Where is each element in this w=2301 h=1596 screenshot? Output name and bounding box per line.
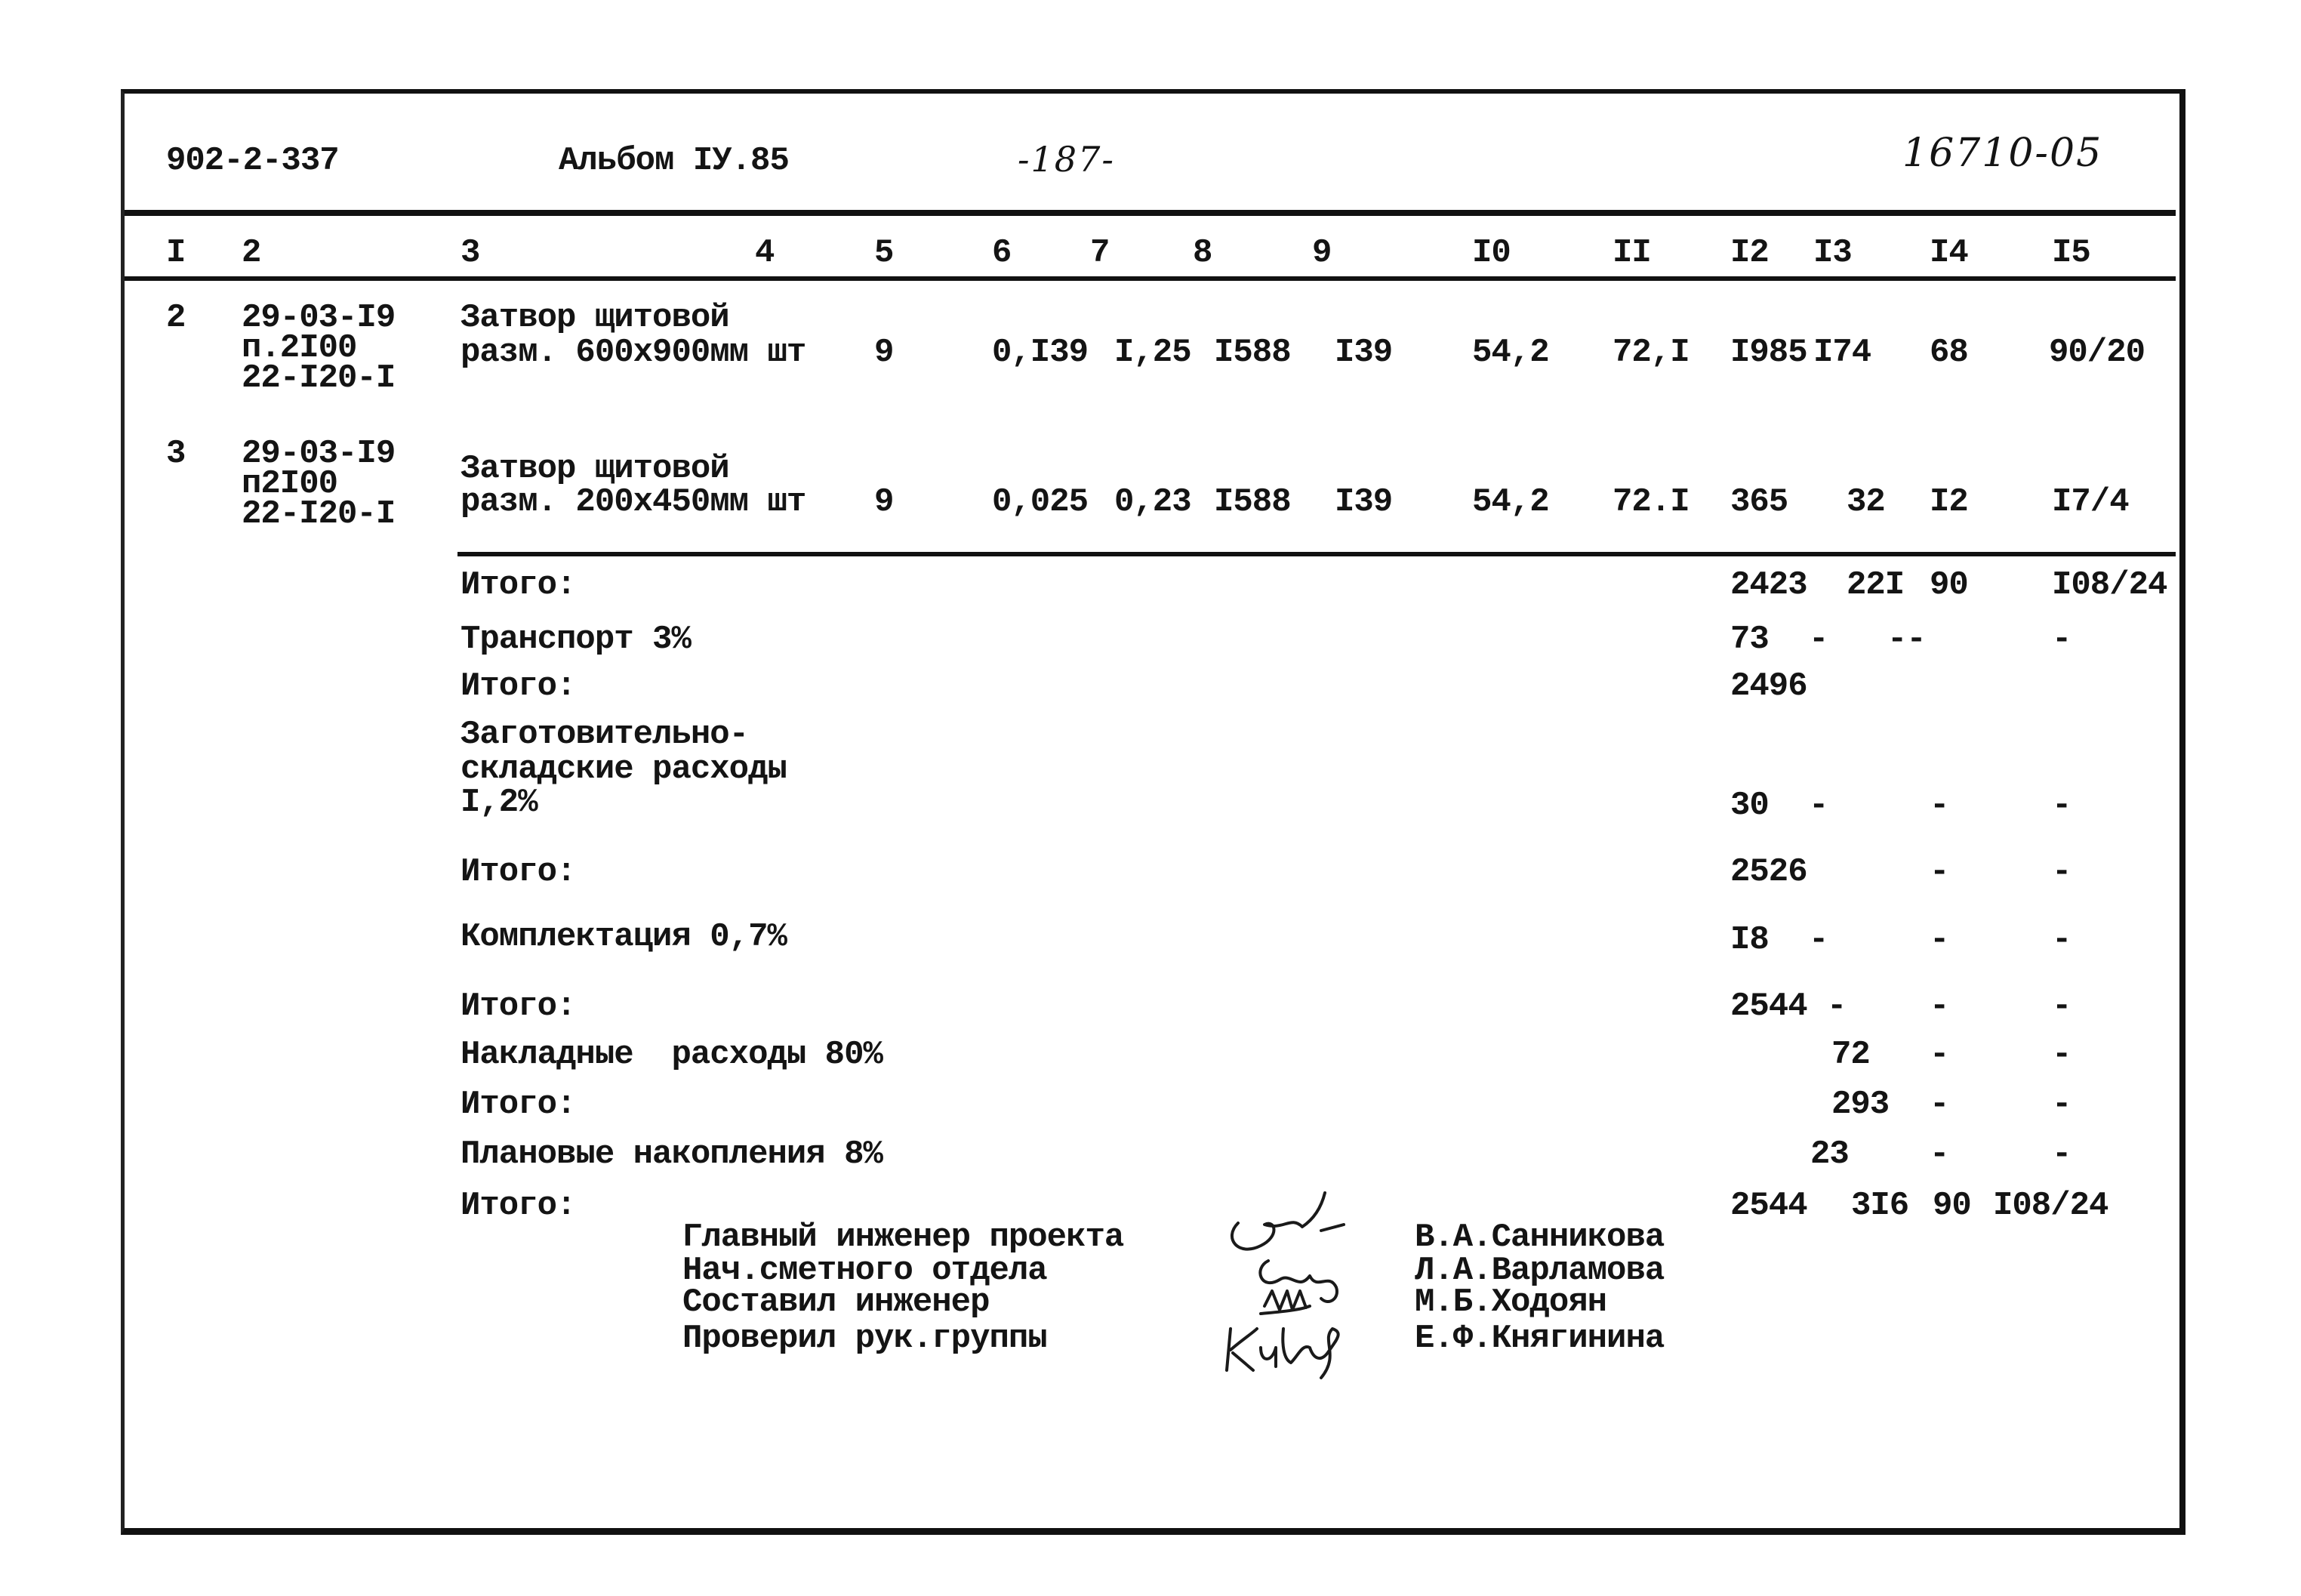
signature-name: В.А.Санникова — [1415, 1219, 1665, 1256]
row-col-9: I39 — [1335, 483, 1393, 521]
row-col-10: 54,2 — [1472, 334, 1549, 371]
summary-col-14: - — [1930, 1135, 1949, 1173]
signature-role: Главный инженер проекта — [682, 1219, 1124, 1256]
row-code-line: 22-I20-I — [242, 359, 396, 397]
summary-col-15: - — [2052, 1036, 2072, 1074]
row-col-10: 54,2 — [1472, 483, 1549, 521]
row-col-12: 365 — [1730, 483, 1788, 521]
col-num-4: 4 — [755, 234, 775, 272]
summary-label-line: Заготовительно- — [461, 716, 749, 753]
col-num-13: I3 — [1813, 234, 1852, 272]
summary-label: Итого: — [461, 566, 576, 604]
col-num-15: I5 — [2052, 234, 2090, 272]
col-num-5: 5 — [874, 234, 894, 272]
summary-col-13: 3I6 — [1851, 1187, 1909, 1225]
row-col-15: 90/20 — [2049, 334, 2145, 371]
summary-col-14: 90 — [1930, 566, 1968, 604]
row-col-6: 0,I39 — [992, 334, 1089, 371]
album-label: Альбом IУ.85 — [559, 142, 789, 180]
signature-1-stroke — [1232, 1193, 1344, 1249]
row-col-7: I,25 — [1114, 334, 1191, 371]
row-name-line: Затвор щитовой — [461, 299, 729, 337]
summary-col-12: 2526 — [1730, 853, 1807, 891]
row-code-line: 22-I20-I — [242, 495, 396, 533]
row-col-9: I39 — [1335, 334, 1393, 371]
row-col-7: 0,23 — [1114, 483, 1191, 521]
summary-col-14: - — [1930, 1086, 1949, 1123]
summary-label-line: складские расходы — [461, 750, 787, 788]
signature-role: Составил инженер — [682, 1283, 990, 1321]
document-number: 16710-05 — [1902, 131, 2103, 176]
row-col-14: I2 — [1930, 483, 1968, 521]
column-numbers-rule — [125, 276, 2176, 281]
signature-name: Е.Ф.Княгинина — [1415, 1320, 1665, 1357]
summary-label: Итого: — [461, 667, 576, 705]
summary-col-15: I08/24 — [1993, 1187, 2108, 1225]
col-num-12: I2 — [1730, 234, 1769, 272]
row-number: 3 — [166, 435, 186, 473]
summary-col-15: - — [2052, 1086, 2072, 1123]
row-col-8: I588 — [1214, 334, 1291, 371]
signature-name: Л.А.Варламова — [1415, 1252, 1665, 1289]
summary-col-12: I8 — [1730, 921, 1769, 959]
row-code-line: 29-03-I9 — [242, 299, 396, 337]
row-col-15: I7/4 — [2052, 483, 2129, 521]
summary-label: Плановые накопления 8% — [461, 1135, 883, 1173]
row-quantity: 9 — [874, 334, 894, 371]
page-frame — [121, 89, 2185, 1535]
totals-rule — [457, 552, 2176, 556]
summary-col-12: 2544 — [1730, 1187, 1807, 1225]
row-code-line: 29-03-I9 — [242, 435, 396, 473]
signature-role: Нач.сметного отдела — [682, 1252, 1047, 1289]
col-num-7: 7 — [1090, 234, 1110, 272]
signature-role: Проверил рук.группы — [682, 1320, 1047, 1357]
col-num-9: 9 — [1312, 234, 1332, 272]
summary-col-15: - — [2052, 787, 2072, 824]
signature-3-stroke — [1261, 1291, 1310, 1314]
row-name-line: разм. 600х900мм шт — [461, 334, 806, 371]
summary-col-12: 2423 — [1730, 566, 1807, 604]
summary-col-12: 30 — [1730, 787, 1769, 824]
header-rule — [125, 210, 2176, 216]
col-num-8: 8 — [1193, 234, 1212, 272]
summary-col-15: - — [2052, 853, 2072, 891]
summary-label: Итого: — [461, 1086, 576, 1123]
summary-col-13: 23 — [1810, 1135, 1849, 1173]
row-col-13: I74 — [1813, 334, 1871, 371]
summary-label-line: I,2% — [461, 784, 538, 821]
summary-label: Итого: — [461, 987, 576, 1025]
row-code-line: п.2I00 — [242, 329, 357, 367]
summary-col-13: 22I — [1847, 566, 1905, 604]
row-col-13: 32 — [1847, 483, 1885, 521]
row-name-line: разм. 200х450мм шт — [461, 483, 806, 521]
col-num-3: 3 — [461, 234, 480, 272]
summary-col-14: 90 — [1933, 1187, 1971, 1225]
summary-col-14: - — [1930, 787, 1949, 824]
summary-col-13: - — [1809, 621, 1828, 658]
row-col-8: I588 — [1214, 483, 1291, 521]
summary-col-12: 2496 — [1730, 667, 1807, 705]
summary-col-15: - — [2052, 921, 2072, 959]
summary-col-14: - — [1930, 987, 1949, 1025]
signature-scribbles — [1208, 1178, 1419, 1389]
row-col-12: I985 — [1730, 334, 1807, 371]
row-name-line: Затвор щитовой — [461, 450, 729, 488]
col-num-14: I4 — [1930, 234, 1968, 272]
project-code: 902-2-337 — [166, 142, 339, 180]
summary-label: Транспорт 3% — [461, 621, 691, 658]
summary-label: Накладные расходы 80% — [461, 1036, 883, 1074]
summary-col-12: 2544 — [1730, 987, 1807, 1025]
row-number: 2 — [166, 299, 186, 337]
summary-col-13: 72 — [1831, 1036, 1870, 1074]
summary-col-13: - — [1827, 987, 1847, 1025]
summary-col-14: - — [1930, 1036, 1949, 1074]
signature-name: М.Б.Ходоян — [1415, 1283, 1607, 1321]
summary-col-15: - — [2052, 1135, 2072, 1173]
col-num-11: II — [1613, 234, 1651, 272]
col-num-6: 6 — [992, 234, 1012, 272]
row-col-6: 0,025 — [992, 483, 1089, 521]
summary-col-13: - — [1809, 787, 1828, 824]
summary-label: Итого: — [461, 853, 576, 891]
page-number: -187- — [1018, 139, 1115, 180]
summary-label: Итого: — [461, 1187, 576, 1225]
col-num-1: I — [166, 234, 186, 272]
summary-col-14: - — [1930, 853, 1949, 891]
row-quantity: 9 — [874, 483, 894, 521]
col-num-10: I0 — [1472, 234, 1511, 272]
signature-4-stroke — [1227, 1329, 1338, 1378]
summary-col-15: - — [2052, 621, 2072, 658]
summary-col-15: I08/24 — [2052, 566, 2167, 604]
summary-label: Комплектация 0,7% — [461, 918, 787, 956]
summary-col-13: - — [1809, 921, 1828, 959]
summary-col-13: 293 — [1831, 1086, 1890, 1123]
row-col-11: 72,I — [1613, 334, 1690, 371]
col-num-2: 2 — [242, 234, 261, 272]
row-col-14: 68 — [1930, 334, 1968, 371]
summary-col-15: - — [2052, 987, 2072, 1025]
row-col-11: 72.I — [1613, 483, 1690, 521]
summary-col-12: 73 — [1730, 621, 1769, 658]
summary-col-14: - — [1930, 921, 1949, 959]
row-code-line: п2I00 — [242, 465, 338, 503]
summary-col-14: -- — [1887, 621, 1926, 658]
